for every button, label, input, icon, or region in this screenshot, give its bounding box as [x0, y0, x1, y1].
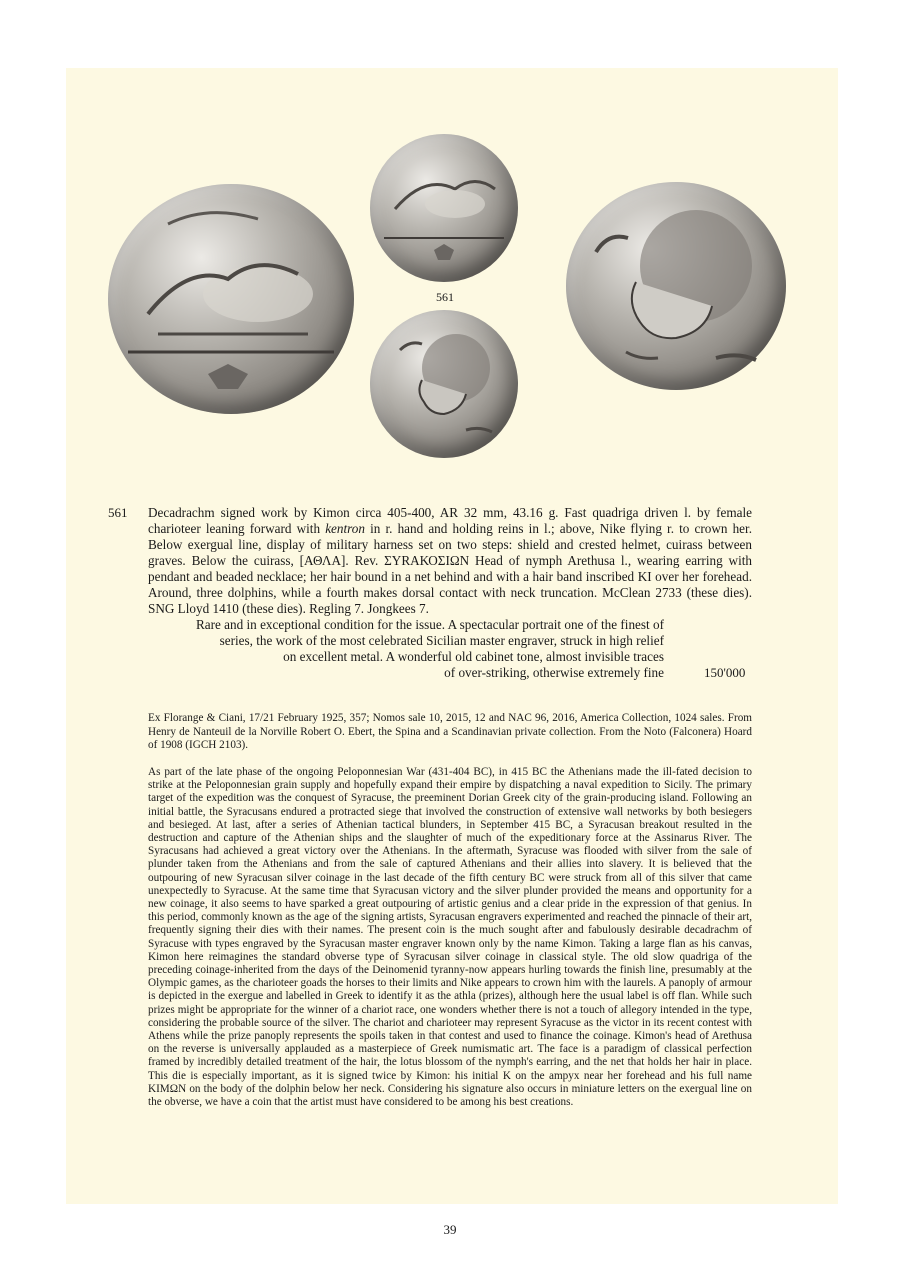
- arethusa-small-illustration: [370, 310, 518, 458]
- lot-description-part1: Decadrachm signed work by Kimon circa 405-400, AR 32 mm, 43.16 g. Fast quadriga driven l. by female charioteer leaning forward with: [148, 505, 752, 536]
- provenance: Ex Florange & Ciani, 17/21 February 1925, 357; Nomos sale 10, 2015, 12 and NAC 96, 2016, America Collection, 1024 sales. From Henry de Nanteuil de la Norville Robert O. Ebert, the Spina and a Scandinavian private collection. From the Noto (Falconera) Hoard of 1908 (IGCH 2103).: [148, 712, 752, 751]
- lot-description-italic: kentron: [325, 521, 365, 536]
- lot-number: 561: [108, 505, 128, 520]
- condition-note: [196, 617, 664, 681]
- coin-obverse-small: [370, 134, 518, 282]
- lot-estimate: 150'000: [704, 665, 746, 680]
- lot-description-part2: in r. hand and holding reins in l.; above, Nike flying r. to crown her. Below exergual line, display of military harness set on two steps: shield and crested helmet, cuirass between graves. Below the cuirass, [ΑΘΛΑ]. Rev. ΣΥRΑΚΟΣΙΩΝ Head of nymph Arethusa l., wearing earring with pendant and beaded necklace; her hair bound in a net behind and with a hair band inscribed KI over her forehead. Around, three dolphins, while a fourth makes dorsal contact with neck truncation. McClean 2733 (these dies). SNG Lloyd 1410 (these dies). Regling 7. Jongkees 7.: [148, 521, 752, 616]
- condition-line: of over-striking, otherwise extremely fine: [444, 665, 664, 680]
- coin-reverse-small: [370, 310, 518, 458]
- coin-reverse-large: [566, 182, 786, 390]
- page-number: 39: [443, 1222, 457, 1237]
- condition-line: Rare and in exceptional condition for the issue. A spectacular portrait one of the finest of: [195, 617, 664, 632]
- condition-line: series, the work of the most celebrated Sicilian master engraver, struck in high relief: [219, 633, 664, 648]
- lot-figure-label: 561: [436, 290, 454, 304]
- quadriga-small-illustration: [370, 134, 518, 282]
- quadriga-illustration: [108, 184, 354, 414]
- historical-essay: As part of the late phase of the ongoing Peloponnesian War (431-404 BC), in 415 BC the Athenians made the ill-fated decision to strike at the Peloponnesian grain supply and hopefully expand their empire by dispatching a naval expedition to Sicily. The primary target of the expedition was the conquest of Syracuse, the preeminent Dorian Greek city of the grain-producing island. Following an initial battle, the Syracusans endured a protracted siege that involved the construction of extensive wall networks by both besiegers and besieged. At last, after a series of Athenian tactical blunders, in September 415 BC, a Syracusan breakout resulted in the destruction and capture of the Athenian ships and the slaughter of much of the expeditionary force at the Assinarus River. The Syracusans had achieved a great victory over the Athenians. In the aftermath, Syracuse was flooded with silver from the sale of plunder taken from the Athenians and from the sale of captured Athenians and their allies into slavery. It is believed that the outpouring of new Syracusan silver coinage in the last decade of the fifth century BC were struck from all of this silver that came unexpectedly to Syracuse. At the same time that Syracusan victory and the silver plunder provided the means and opportunity for a new coinage, it also seems to have sparked a great outpouring of artistic genius and a clear pride in the expression of that genius. In this period, commonly known as the age of the signing artists, Syracusan engravers experimented and reached the pinnacle of their art, frequently signing their dies with their names. The present coin is the much sought after and fabulously desirable decadrachm of Syracuse with types engraved by the Syracusan master engraver known only by the name Kimon. Taking a large flan as his canvas, Kimon here reimagines the standard obverse type of Syracusan silver coinage in classical style. The old slow quadriga of the preceding coinage-inherited from the days of the Deinomenid tyranny-now appears hurling towards the finish line, presumably at the Olympic games, as the charioteer goads the horses to their limits and Nike appears to crown him with the laurels. A panoply of armour is depicted in the exergue and labelled in Greek to identify it as the athla (prizes), although here the usual label is off flan. While such prizes might be appropriate for the winner of a chariot race, one wonders whether there is not a touch of allegory intended in the type, considering the probable source of the silver. The chariot and charioteer may represent Syracuse as the victor in its recent contest with Athens while the prize panoply represents the spoils taken in that contest and used to finance the coinage. Kimon's head of Arethusa on the reverse is universally applauded as a masterpiece of Greek numismatic art. The face is a paradigm of classical perfection framed by incredibly detailed treatment of the hair, the lotus blossom of the nymph's earring, and the net that holds her hair in place. This die is especially important, as it is signed twice by Kimon: his initial K on the ampyx near her forehead and his full name KIMΩN on the body of the dolphin below her neck. Considering his signature also occurs in miniature letters on the exergual line on the obverse, we have a coin that the artist must have considered to be among his best creations.: [148, 766, 752, 1109]
- condition-line: on excellent metal. A wonderful old cabinet tone, almost invisible traces: [283, 649, 664, 664]
- arethusa-large-illustration: [566, 182, 786, 390]
- coin-obverse-large: [108, 184, 354, 414]
- lot-description: [148, 505, 752, 617]
